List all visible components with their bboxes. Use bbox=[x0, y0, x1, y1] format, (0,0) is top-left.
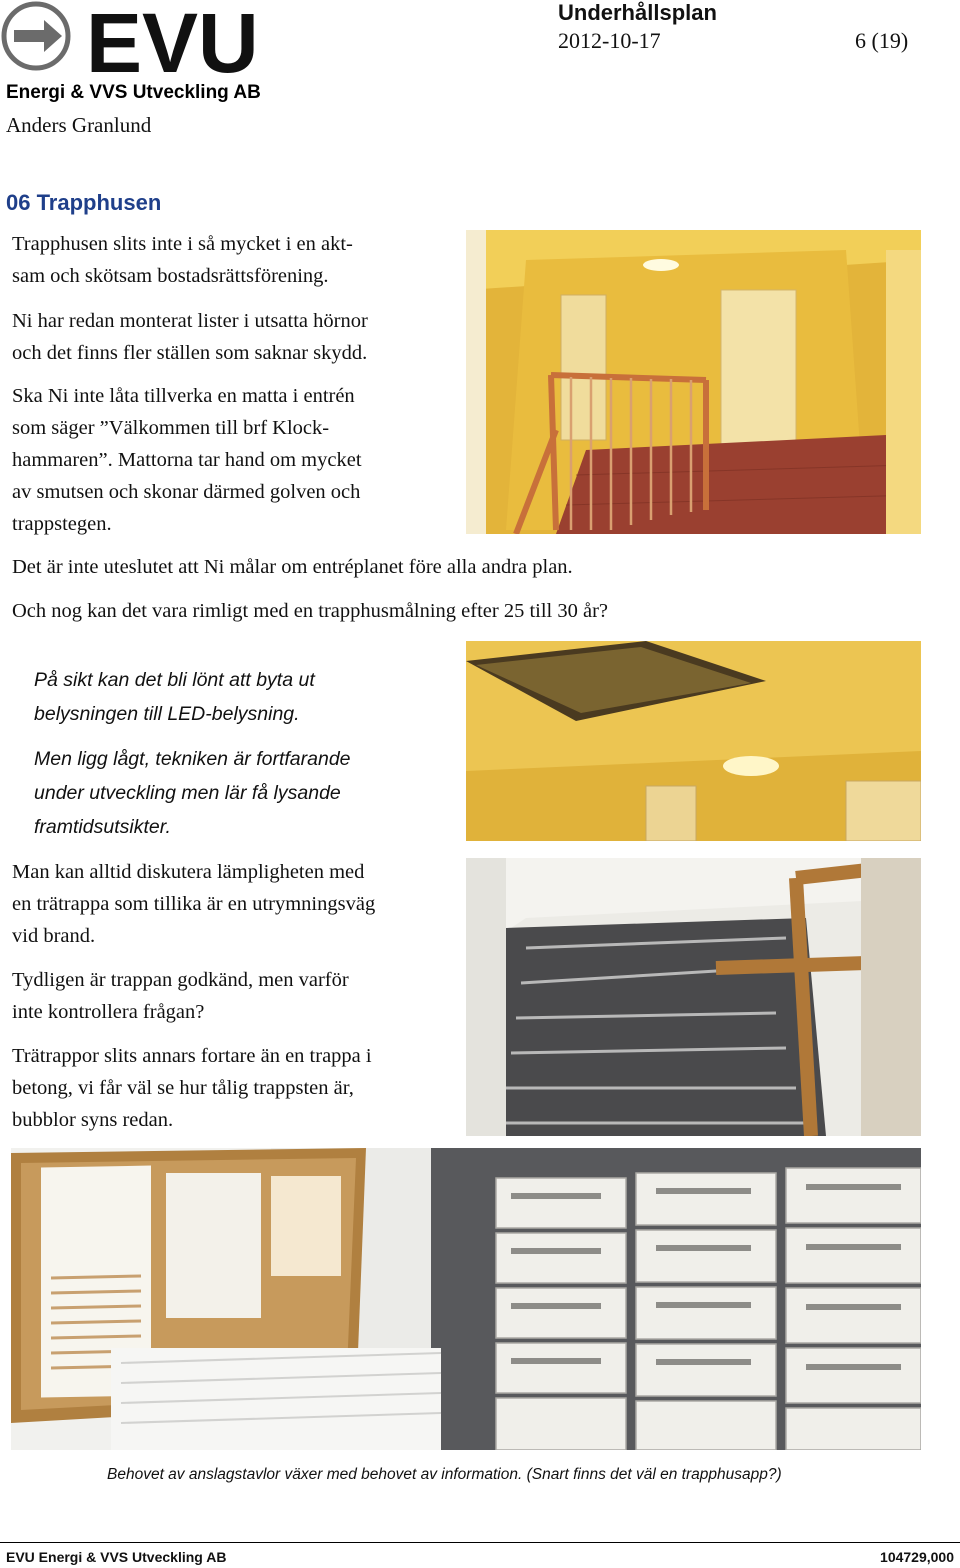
text-line: hammaren”. Mattorna tar hand om mycket bbox=[12, 449, 362, 471]
paragraph-painting-interval: Och nog kan det vara rimligt med en trapphusmålning efter 25 till 30 år? bbox=[12, 600, 609, 622]
page-number: 6 (19) bbox=[855, 28, 909, 53]
text-line: Ska Ni inte låta tillverka en matta i entrén bbox=[12, 385, 355, 407]
paragraph-repaint: Det är inte uteslutet att Ni målar om entréplanet före alla andra plan. bbox=[12, 556, 573, 578]
author-name: Anders Granlund bbox=[6, 113, 152, 137]
text-line: Men ligg lågt, tekniken är fortfarande bbox=[34, 748, 351, 770]
photo-noticeboard-mailboxes bbox=[11, 1148, 921, 1450]
text-line: Trapphusen slits inte i så mycket i en akt- bbox=[12, 233, 353, 255]
paragraph-led-outlook bbox=[34, 742, 351, 844]
document-title: Underhållsplan bbox=[558, 0, 717, 25]
evu-logo bbox=[0, 0, 290, 80]
logo-text: EVU bbox=[86, 0, 259, 80]
text-line: betong, vi får väl se hur tålig trappsten är, bbox=[12, 1077, 354, 1099]
photo-hallway-railing bbox=[466, 230, 921, 534]
paragraph-approval bbox=[12, 964, 349, 1028]
text-line: trappstegen. bbox=[12, 513, 112, 535]
company-name: Energi & VVS Utveckling AB bbox=[6, 82, 261, 103]
text-line: och det finns fler ställen som saknar skydd. bbox=[12, 342, 368, 364]
paragraph-led bbox=[34, 663, 315, 731]
footer-document-number: 104729,000 bbox=[880, 1549, 954, 1565]
photo-ceiling-lamp bbox=[466, 641, 921, 841]
text-line: belysningen till LED-belysning. bbox=[34, 703, 300, 725]
text-line: vid brand. bbox=[12, 925, 96, 947]
logo-arrow-icon bbox=[4, 4, 68, 68]
section-title: 06 Trapphusen bbox=[6, 190, 162, 215]
text-line: under utveckling men lär få lysande bbox=[34, 782, 341, 804]
text-line: som säger ”Välkommen till brf Klock- bbox=[12, 417, 330, 439]
text-line: av smutsen och skonar därmed golven och bbox=[12, 481, 361, 503]
photo-caption: Behovet av anslagstavlor växer med behovet av information. (Snart finns det väl en trapphusapp?) bbox=[107, 1466, 782, 1483]
text-line: Man kan alltid diskutera lämpligheten med bbox=[12, 861, 365, 883]
text-line: På sikt kan det bli lönt att byta ut bbox=[34, 669, 315, 691]
footer-company: EVU Energi & VVS Utveckling AB bbox=[6, 1549, 227, 1565]
text-line: sam och skötsam bostadsrättsförening. bbox=[12, 265, 329, 287]
text-line: framtidsutsikter. bbox=[34, 816, 171, 838]
text-line: Tydligen är trappan godkänd, men varför bbox=[12, 969, 349, 991]
text-line: bubblor syns redan. bbox=[12, 1109, 174, 1131]
text-line: Ni har redan monterat lister i utsatta hörnor bbox=[12, 310, 368, 332]
paragraph-wear bbox=[12, 228, 353, 292]
paragraph-stair-wear bbox=[12, 1040, 372, 1136]
text-line: en trätrappa som tillika är en utrymningsväg bbox=[12, 893, 376, 915]
text-line: Trätrappor slits annars fortare än en trappa i bbox=[12, 1045, 372, 1067]
document-date: 2012-10-17 bbox=[558, 28, 661, 53]
paragraph-corner-lists bbox=[12, 305, 368, 369]
paragraph-entrance-mat bbox=[12, 380, 362, 540]
footer-divider bbox=[0, 1542, 960, 1543]
paragraph-wooden-stair bbox=[12, 856, 375, 952]
text-line: inte kontrollera frågan? bbox=[12, 1001, 205, 1023]
photo-wooden-staircase bbox=[466, 858, 921, 1136]
